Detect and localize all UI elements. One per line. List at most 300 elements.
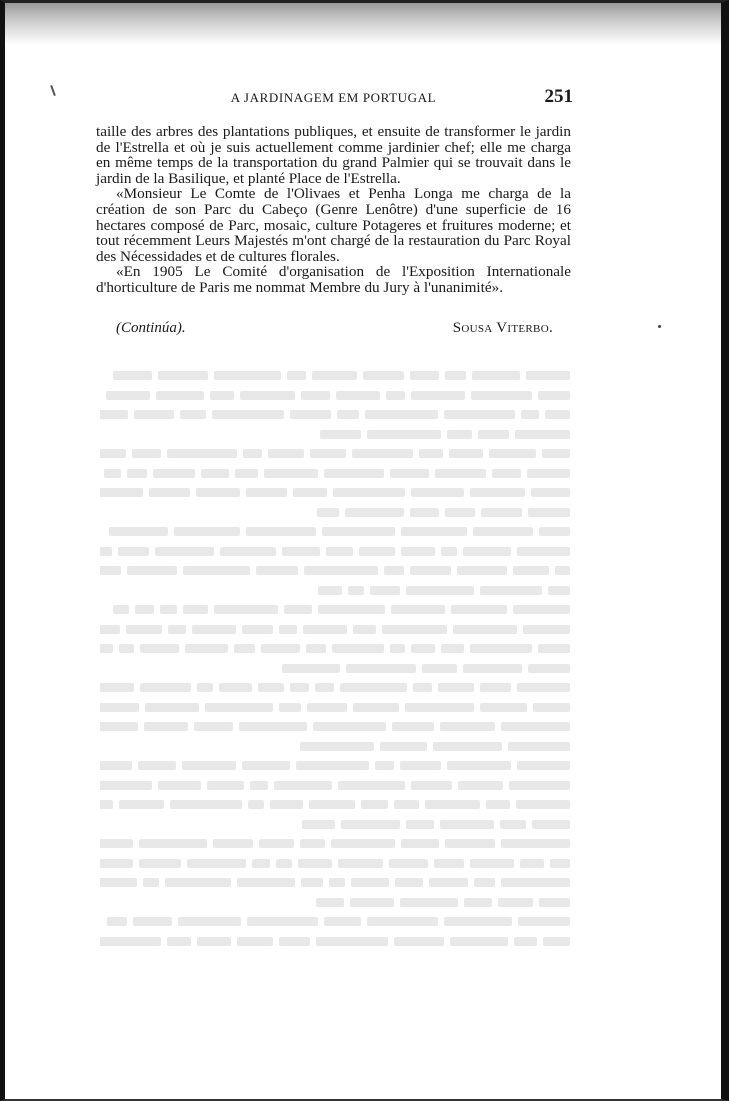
bleed-word (139, 859, 181, 868)
bleed-line (100, 833, 570, 853)
bleed-word (384, 566, 404, 575)
bleed-word (320, 430, 361, 439)
bleed-word (134, 410, 174, 419)
bleed-line (100, 794, 570, 814)
bleed-word (429, 878, 468, 887)
bleed-word (367, 430, 441, 439)
bleed-word (434, 859, 464, 868)
bleed-word (333, 488, 405, 497)
bleed-word (445, 839, 495, 848)
bleed-word (167, 937, 191, 946)
bleed-word (394, 937, 444, 946)
bleed-word (521, 410, 539, 419)
bleed-word (531, 488, 570, 497)
bleed-word (527, 469, 570, 478)
bleed-word (464, 898, 492, 907)
bleed-word (545, 410, 570, 419)
bleed-word (528, 508, 570, 517)
bleed-line (100, 677, 570, 697)
bleed-word (520, 859, 544, 868)
bleed-word (501, 839, 570, 848)
bleed-word (155, 547, 214, 556)
bleed-line (100, 658, 570, 678)
bleed-word (441, 644, 464, 653)
bleed-word (322, 527, 395, 536)
bleed-word (526, 371, 570, 380)
bleed-word (287, 371, 306, 380)
bleed-word (180, 410, 206, 419)
bleed-word (361, 800, 388, 809)
bleed-word (247, 917, 318, 926)
bleed-word (212, 410, 284, 419)
stray-dot (658, 325, 661, 328)
bleed-word (246, 527, 316, 536)
bleed-word (470, 488, 525, 497)
bleed-word (167, 449, 237, 458)
bleed-word (543, 937, 570, 946)
bleed-word (380, 742, 427, 751)
bleed-word (406, 820, 434, 829)
bleed-word (100, 410, 128, 419)
bleed-word (301, 391, 330, 400)
bleed-word (143, 878, 159, 887)
bleed-word (498, 898, 533, 907)
bleed-word (235, 469, 258, 478)
bleed-word (119, 800, 164, 809)
bleed-word (174, 527, 240, 536)
bleed-line (100, 424, 570, 444)
bleed-word (501, 878, 570, 887)
bleed-word (539, 527, 570, 536)
bleed-word (145, 703, 199, 712)
bleed-word (523, 625, 570, 634)
bleed-word (242, 625, 273, 634)
paragraph: taille des arbres des plantations publiques, et ensuite de transformer le jardin de l'Estrella et où je suis actuellement comme jardinier chef; elle me charga en même temps de la transportation du grand Palmier qui se trouvait dans le jardin de la Basilique, et planté Place de l'Estrella. (96, 123, 571, 187)
bleed-word (138, 761, 176, 770)
bleed-line (100, 521, 570, 541)
bleed-word (440, 820, 494, 829)
bleed-line (100, 853, 570, 873)
bleed-word (318, 586, 342, 595)
bleed-word (140, 683, 191, 692)
bleed-word (185, 644, 228, 653)
bleed-word (365, 410, 438, 419)
bleed-line (100, 716, 570, 736)
bleed-word (445, 508, 475, 517)
bleed-word (100, 683, 134, 692)
bleed-word (192, 625, 236, 634)
bleed-word (315, 683, 334, 692)
bleed-word (243, 449, 262, 458)
bleed-word (213, 839, 253, 848)
bleed-word (307, 703, 347, 712)
bleed-word (237, 878, 295, 887)
bleed-word (104, 469, 121, 478)
bleed-line (100, 911, 570, 931)
bleed-word (517, 547, 570, 556)
bleed-word (555, 566, 570, 575)
bleed-word (284, 605, 312, 614)
bleed-word (382, 625, 447, 634)
bleed-word (533, 703, 570, 712)
bleed-word (410, 371, 439, 380)
bleed-word (201, 469, 229, 478)
bleed-word (324, 469, 384, 478)
bleed-word (300, 839, 325, 848)
bleed-word (194, 722, 233, 731)
bleed-word (127, 566, 177, 575)
bleed-word (489, 449, 536, 458)
bleed-word (100, 722, 138, 731)
bleed-line (100, 385, 570, 405)
bleed-word (351, 878, 389, 887)
bleed-word (542, 449, 570, 458)
bleed-word (401, 527, 467, 536)
bleed-word (183, 566, 250, 575)
bleed-word (516, 800, 570, 809)
bleed-word (270, 800, 303, 809)
bleed-word (183, 605, 208, 614)
bleed-word (340, 683, 407, 692)
bleed-word (451, 605, 507, 614)
bleed-word (390, 644, 405, 653)
bleed-word (411, 781, 452, 790)
bleed-word (326, 547, 353, 556)
bleed-word (158, 781, 201, 790)
bleed-word (513, 605, 570, 614)
bleed-word (306, 644, 326, 653)
bleed-word (312, 371, 357, 380)
bleed-word (156, 391, 204, 400)
bleed-word (410, 566, 451, 575)
bleed-word (296, 761, 369, 770)
bleed-word (405, 703, 474, 712)
bleed-word (348, 586, 364, 595)
bleed-word (435, 469, 486, 478)
bleed-word (445, 371, 466, 380)
bleed-word (279, 703, 301, 712)
bleed-word (350, 898, 394, 907)
bleed-word (178, 917, 241, 926)
bleed-word (341, 820, 400, 829)
bleed-word (279, 625, 297, 634)
bleed-word (316, 937, 388, 946)
bleed-word (196, 488, 240, 497)
bleed-word (282, 664, 340, 673)
bleed-word (391, 605, 445, 614)
bleed-word (282, 547, 320, 556)
bleed-word (252, 859, 270, 868)
bleed-word (440, 722, 495, 731)
author-signature: Sousa Viterbo. (452, 320, 553, 336)
bleed-word (133, 917, 172, 926)
bleed-word (453, 625, 517, 634)
bleed-word (220, 547, 276, 556)
bleed-word (411, 391, 465, 400)
bleed-word (470, 859, 514, 868)
scan-shadow (5, 3, 721, 45)
bleed-word (258, 683, 284, 692)
bleed-word (473, 527, 533, 536)
bleed-word (500, 820, 526, 829)
bleed-word (463, 664, 522, 673)
bleed-word (106, 391, 150, 400)
bleed-word (261, 644, 300, 653)
bleed-word (205, 703, 273, 712)
page-number: 251 (544, 86, 573, 107)
bleed-word (100, 937, 161, 946)
bleed-word (400, 761, 441, 770)
bleed-word (532, 820, 570, 829)
bleed-word (411, 644, 435, 653)
bleed-word (501, 722, 570, 731)
bleed-word (518, 917, 570, 926)
bleed-word (470, 644, 532, 653)
bleed-word (165, 878, 231, 887)
bleed-word (375, 761, 394, 770)
bleed-word (290, 410, 331, 419)
bleed-word (389, 859, 428, 868)
bleed-word (214, 371, 281, 380)
bleed-word (438, 683, 474, 692)
bleed-word (413, 683, 432, 692)
bleed-word (210, 391, 234, 400)
bleed-word (433, 742, 502, 751)
bleed-word (302, 820, 335, 829)
bleed-word (425, 800, 480, 809)
paragraph: «Monsieur Le Comte de l'Olivaes et Penha Longa me charga de la création de son Parc du Cabeço (Genre Lenôtre) d'une superficie de 16 hectares composé de Parc, mosaic, culture Potageres et fruitures moderne; et tout récemment Leurs Majestés m'ont chargé de la restauration du Parc Royal des Nécessidades et de cultures florales. (96, 185, 571, 265)
bleed-word (392, 722, 434, 731)
bleed-word (139, 839, 207, 848)
bleed-word (100, 878, 137, 887)
bleed-word (480, 703, 527, 712)
bleed-word (538, 391, 570, 400)
bleed-word (293, 488, 327, 497)
bleed-word (149, 488, 190, 497)
bleed-word (338, 781, 405, 790)
bleed-word (548, 586, 570, 595)
bleed-word (457, 566, 507, 575)
bleed-word (336, 391, 380, 400)
bleed-word (144, 722, 188, 731)
bleed-word (168, 625, 186, 634)
bleed-word (100, 625, 120, 634)
bleed-word (367, 917, 438, 926)
bleed-word (363, 371, 404, 380)
bleed-word (246, 488, 287, 497)
bleed-word (100, 566, 121, 575)
bleed-word (463, 547, 511, 556)
bleed-word (458, 781, 503, 790)
bleed-word (480, 683, 511, 692)
bleed-word (118, 547, 149, 556)
bleed-word (450, 937, 508, 946)
bleed-word (444, 410, 515, 419)
bleed-word (301, 878, 323, 887)
bleed-line (100, 502, 570, 522)
bleed-word (338, 859, 383, 868)
bleed-word (109, 527, 168, 536)
bleed-word (353, 703, 399, 712)
bleed-word (304, 566, 378, 575)
bleed-word (447, 430, 472, 439)
bleed-word (256, 566, 298, 575)
bleed-line (100, 443, 570, 463)
bleed-word (329, 878, 345, 887)
bleed-word (337, 410, 359, 419)
bleed-word (240, 391, 295, 400)
bleed-word (449, 449, 483, 458)
bleed-word (187, 859, 246, 868)
paragraph: «En 1905 Le Comité d'organisation de l'Exposition Internationale d'horticulture de Paris me nommat Membre du Jury à l'unanimité». (96, 263, 571, 296)
bleed-word (481, 508, 522, 517)
bleed-line (100, 541, 570, 561)
bleed-word (550, 859, 570, 868)
bleed-through-texture (100, 365, 570, 955)
bleed-word (478, 430, 509, 439)
bleed-word (316, 898, 344, 907)
bleed-word (119, 644, 134, 653)
bleed-word (303, 625, 347, 634)
bleed-word (472, 371, 520, 380)
bleed-line (100, 560, 570, 580)
bleed-word (158, 371, 208, 380)
bleed-word (480, 586, 542, 595)
bleed-word (170, 800, 242, 809)
bleed-word (386, 391, 405, 400)
bleed-word (237, 937, 273, 946)
bleed-word (406, 586, 474, 595)
running-head (96, 87, 571, 111)
bleed-word (182, 761, 236, 770)
bleed-word (300, 742, 374, 751)
bleed-word (492, 469, 521, 478)
bleed-word (410, 508, 439, 517)
bleed-word (419, 449, 443, 458)
bleed-word (394, 800, 419, 809)
bleed-word (471, 391, 532, 400)
bleed-word (474, 878, 495, 887)
bleed-word (509, 781, 570, 790)
bleed-word (135, 605, 154, 614)
bleed-word (395, 878, 423, 887)
bleed-word (370, 586, 400, 595)
bleed-line (100, 872, 570, 892)
bleed-line (100, 775, 570, 795)
bleed-word (517, 761, 570, 770)
bleed-word (207, 781, 244, 790)
bleed-word (390, 469, 429, 478)
bleed-word (513, 566, 549, 575)
signature-line (96, 320, 571, 338)
bleed-word (140, 644, 179, 653)
bleed-word (214, 605, 278, 614)
bleed-word (441, 547, 457, 556)
bleed-line (100, 931, 570, 951)
bleed-word (290, 683, 309, 692)
bleed-word (259, 839, 294, 848)
bleed-line (100, 404, 570, 424)
bleed-word (515, 430, 570, 439)
bleed-line (100, 892, 570, 912)
bleed-word (100, 781, 152, 790)
bleed-word (317, 508, 339, 517)
bleed-word (486, 800, 510, 809)
bleed-line (100, 599, 570, 619)
bleed-word (298, 859, 332, 868)
bleed-word (248, 800, 264, 809)
bleed-word (113, 371, 152, 380)
bleed-word (268, 449, 304, 458)
bleed-word (132, 449, 161, 458)
bleed-word (100, 644, 113, 653)
bleed-word (538, 644, 570, 653)
bleed-word (100, 547, 112, 556)
bleed-word (100, 761, 132, 770)
bleed-word (279, 937, 310, 946)
bleed-line (100, 736, 570, 756)
bleed-word (274, 781, 332, 790)
bleed-word (411, 488, 464, 497)
bleed-line (100, 814, 570, 834)
bleed-word (264, 469, 318, 478)
bleed-word (352, 449, 413, 458)
bleed-word (100, 839, 133, 848)
bleed-word (353, 625, 376, 634)
bleed-word (197, 937, 231, 946)
bleed-word (250, 781, 268, 790)
bleed-word (400, 898, 458, 907)
bleed-word (234, 644, 255, 653)
bleed-word (345, 508, 404, 517)
bleed-word (127, 469, 147, 478)
bleed-word (447, 761, 511, 770)
bleed-line (100, 482, 570, 502)
bleed-word (331, 839, 395, 848)
body-text (96, 124, 571, 296)
bleed-word (318, 605, 385, 614)
bleed-word (324, 917, 361, 926)
bleed-word (107, 917, 127, 926)
continued-note: (Continúa). (116, 320, 186, 336)
bleed-word (309, 800, 355, 809)
bleed-word (100, 800, 113, 809)
bleed-word (113, 605, 129, 614)
bleed-word (126, 625, 162, 634)
bleed-word (514, 937, 537, 946)
bleed-word (160, 605, 177, 614)
bleed-line (100, 619, 570, 639)
bleed-word (444, 917, 512, 926)
bleed-word (422, 664, 457, 673)
bleed-word (219, 683, 252, 692)
bleed-word (242, 761, 290, 770)
bleed-line (100, 463, 570, 483)
bleed-line (100, 638, 570, 658)
bleed-word (528, 664, 570, 673)
bleed-word (401, 547, 435, 556)
bleed-word (401, 839, 439, 848)
bleed-line (100, 755, 570, 775)
bleed-word (100, 859, 133, 868)
bleed-line (100, 580, 570, 600)
bleed-word (153, 469, 195, 478)
bleed-word (100, 449, 126, 458)
bleed-word (100, 703, 139, 712)
bleed-line (100, 365, 570, 385)
bleed-word (332, 644, 384, 653)
bleed-word (508, 742, 570, 751)
